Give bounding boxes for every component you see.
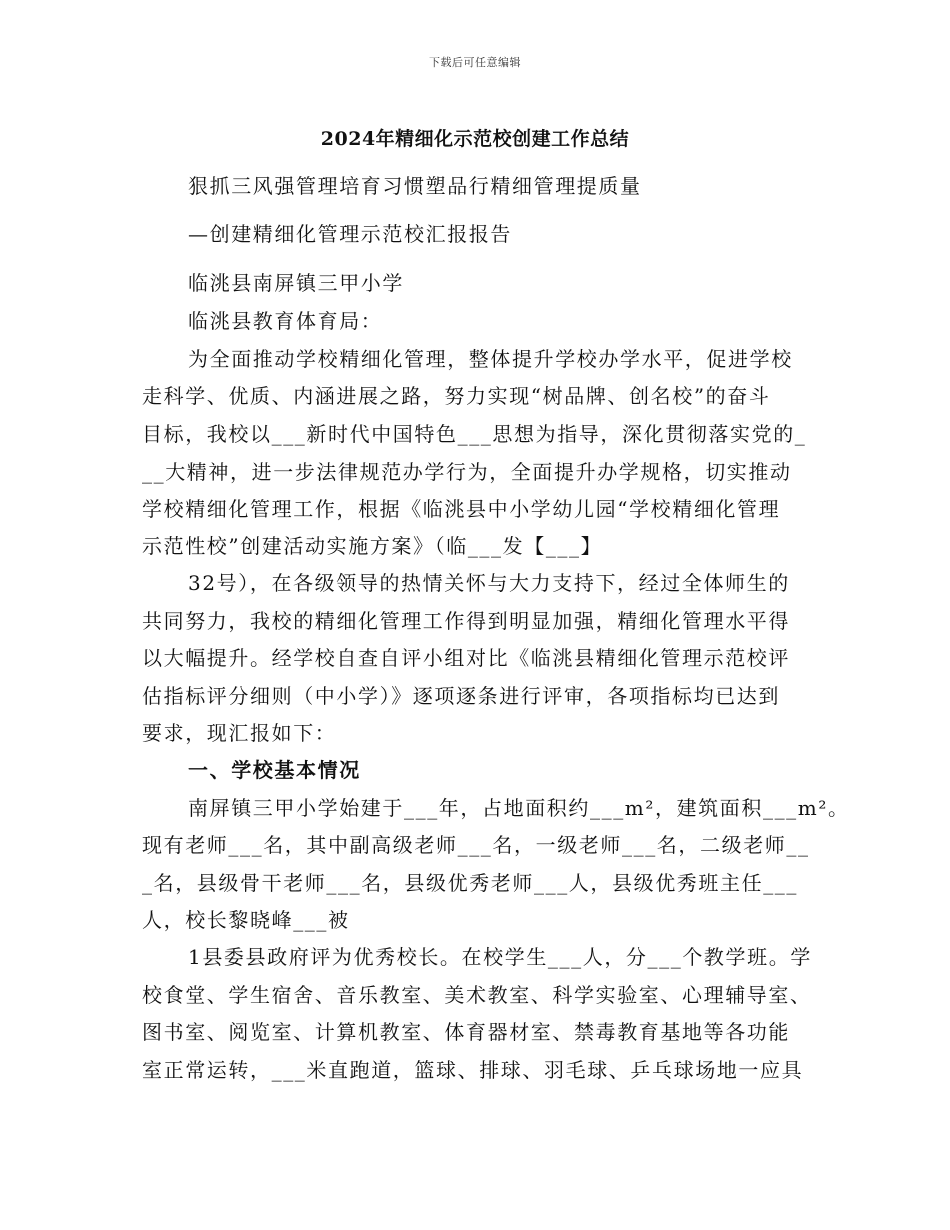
paragraph-line: _名，县级骨干老师___名，县级优秀老师___人，县级优秀班主任___	[142, 871, 798, 895]
paragraph-line: 南屏镇三甲小学始建于___年，占地面积约___m²，建筑面积___m²。	[188, 796, 850, 820]
paragraph-line: 为全面推动学校精细化管理，整体提升学校办学水平，促进学校	[188, 347, 793, 371]
paragraph-line: 室正常运转，___米直跑道，篮球、排球、羽毛球、乒乓球场地一应具	[142, 1058, 804, 1082]
paragraph-line: 目标，我校以___新时代中国特色___思想为指导，深化贯彻落实党的_	[142, 422, 807, 446]
paragraph-line: 以大幅提升。经学校自查自评小组对比《临洮县精细化管理示范校评	[142, 646, 790, 670]
paragraph-line: 图书室、阅览室、计算机教室、体育器材室、禁毒教育基地等各功能	[142, 1020, 790, 1044]
addressee: 临洮县教育体育局：	[188, 309, 383, 333]
paragraph-line: 示范性校”创建活动实施方案》（临___发【___】	[142, 534, 603, 558]
paragraph-line: 共同努力，我校的精细化管理工作得到明显加强，精细化管理水平得	[142, 609, 790, 633]
school-name: 临洮县南屏镇三甲小学	[188, 271, 404, 295]
paragraph-line: __大精神，进一步法律规范办学行为，全面提升办学规格，切实推动	[142, 460, 792, 484]
subtitle-line: 狠抓三风强管理培育习惯塑品行精细管理提质量	[188, 174, 642, 198]
paragraph-line: 校食堂、学生宿舍、音乐教室、美术教室、科学实验室、心理辅导室、	[142, 983, 812, 1007]
section-heading: 一、学校基本情况	[188, 758, 361, 782]
paragraph-line: 要求，现汇报如下：	[142, 721, 337, 745]
paragraph-line: 走科学、优质、内涵进展之路，努力实现“树品牌、创名校”的奋斗	[142, 384, 771, 408]
header-note: 下载后可任意编辑	[429, 56, 521, 69]
paragraph-line: 1县委县政府评为优秀校长。在校学生___人，分___个教学班。学	[188, 945, 812, 969]
paragraph-line: 人，校长黎晓峰___被	[142, 908, 350, 932]
paragraph-line: 现有老师___名，其中副高级老师___名，一级老师___名，二级老师__	[142, 833, 810, 857]
paragraph-line: 32号），在各级领导的热情关怀与大力支持下，经过全体师生的	[188, 571, 790, 595]
report-subtitle: —创建精细化管理示范校汇报报告	[188, 222, 512, 246]
paragraph-line: 学校精细化管理工作，根据《临洮县中小学幼儿园“学校精细化管理	[142, 497, 781, 521]
paragraph-line: 估指标评分细则（中小学）》逐项逐条进行评审，各项指标均已达到	[142, 684, 780, 708]
document-title: 2024年精细化示范校创建工作总结	[320, 128, 630, 150]
